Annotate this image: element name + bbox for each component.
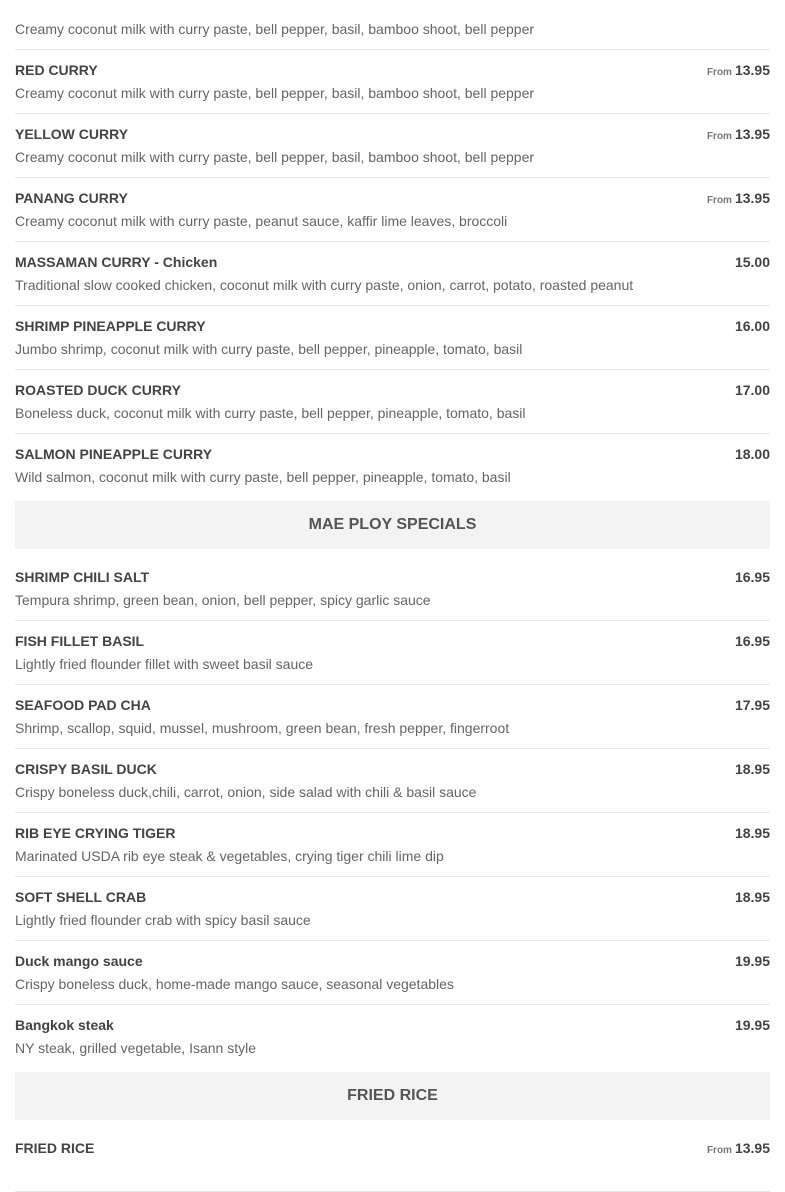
menu-item-price [732,382,770,398]
price-amount: 16.95 [734,569,770,585]
menu-item [15,178,770,242]
price-from-label: From [706,1145,732,1156]
menu-item-name: ROASTED DUCK CURRY [15,382,181,398]
menu-item [15,114,770,178]
menu-item-price [732,254,770,270]
price-amount: 18.00 [734,446,770,462]
menu-item [15,621,770,685]
menu-item [15,50,770,114]
price-amount: 19.95 [734,953,770,969]
menu-item-description: Traditional slow cooked chicken, coconut milk with curry paste, onion, carrot, potato, roasted peanut [15,277,634,293]
menu-item-price [732,889,770,905]
price-amount: 18.95 [734,761,770,777]
menu-item-description: NY steak, grilled vegetable, Isann style [15,1040,256,1056]
menu-item-price [707,1140,770,1156]
price-amount: 18.95 [734,825,770,841]
menu-item-name: PANANG CURRY [15,190,128,206]
menu-item-price [707,126,770,142]
menu-item [15,242,770,306]
price-amount: 18.95 [734,889,770,905]
price-amount: 13.95 [734,126,770,142]
menu-item-name: Duck mango sauce [15,953,143,969]
menu-item [15,306,770,370]
menu-item-price [732,825,770,841]
menu-item-price [732,569,770,585]
menu-item-description: Marinated USDA rib eye steak & vegetables, crying tiger chili lime dip [15,848,444,864]
menu-item-description: Tempura shrimp, green bean, onion, bell pepper, spicy garlic sauce [15,592,431,608]
menu-item-name: Bangkok steak [15,1017,114,1033]
menu-item-name: SHRIMP CHILI SALT [15,569,150,585]
price-amount: 13.95 [734,62,770,78]
price-from-label: From [706,131,732,142]
menu-item-name: SOFT SHELL CRAB [15,889,147,905]
menu-item [15,434,770,497]
menu-item-name: RIB EYE CRYING TIGER [15,825,176,841]
menu-item [15,1128,770,1192]
menu-item-description: Creamy coconut milk with curry paste, bell pepper, basil, bamboo shoot, bell pepper [15,21,535,37]
menu-item [15,877,770,941]
menu-item-description: Shrimp, scallop, squid, mussel, mushroom, green bean, fresh pepper, fingerroot [15,720,510,736]
menu-item-description: Lightly fried flounder crab with spicy basil sauce [15,912,311,928]
menu-item [15,749,770,813]
menu-item-price [732,633,770,649]
price-amount: 13.95 [734,190,770,206]
menu-item-price [732,1017,770,1033]
menu-item-price [732,446,770,462]
menu-item-price [732,761,770,777]
price-from-label: From [706,195,732,206]
menu-item-name: FISH FILLET BASIL [15,633,145,649]
price-amount: 17.95 [734,697,770,713]
price-amount: 16.00 [734,318,770,334]
menu-item [15,370,770,434]
menu-item-price [767,0,770,14]
menu-item-description: Wild salmon, coconut milk with curry paste, bell pepper, pineapple, tomato, basil [15,469,511,485]
menu-item [15,1005,770,1068]
menu-item [15,941,770,1005]
menu-item-name: YELLOW CURRY [15,126,129,142]
menu-item-name: SEAFOOD PAD CHA [15,697,151,713]
menu-item-name: SHRIMP PINEAPPLE CURRY [15,318,206,334]
menu-item-name: MASSAMAN CURRY - Chicken [15,254,218,270]
price-amount: 17.00 [734,382,770,398]
menu-item [15,685,770,749]
price-amount: 15.00 [734,254,770,270]
menu-item-name: SALMON PINEAPPLE CURRY [15,446,213,462]
menu-item-price [732,953,770,969]
section-header: MAE PLOY SPECIALS [15,501,770,549]
menu-item-price [732,697,770,713]
section-header: FRIED RICE [15,1072,770,1120]
menu-item [15,813,770,877]
price-amount: 13.95 [734,1140,770,1156]
menu-item-description: Creamy coconut milk with curry paste, peanut sauce, kaffir lime leaves, broccoli [15,213,508,229]
menu-item-price [707,62,770,78]
menu-item-description: Jumbo shrimp, coconut milk with curry paste, bell pepper, pineapple, tomato, basil [15,341,523,357]
price-amount: 16.95 [734,633,770,649]
menu-item-description: Creamy coconut milk with curry paste, bell pepper, basil, bamboo shoot, bell pepper [15,149,535,165]
menu-item [15,0,770,50]
menu-item-name: FRIED RICE [15,1140,95,1156]
menu-item-price [707,190,770,206]
menu-item-description: Crispy boneless duck,chili, carrot, onion, side salad with chili & basil sauce [15,784,477,800]
menu-item-name: CRISPY BASIL DUCK [15,761,157,777]
menu-item-price [732,318,770,334]
price-amount: 19.95 [734,1017,770,1033]
menu-item-name: RED CURRY [15,62,98,78]
menu-item [15,557,770,621]
menu-list [15,0,770,1192]
menu-item-description: Boneless duck, coconut milk with curry paste, bell pepper, pineapple, tomato, basil [15,405,526,421]
menu-item-description: Crispy boneless duck, home-made mango sauce, seasonal vegetables [15,976,454,992]
menu-item-description: Lightly fried flounder fillet with sweet basil sauce [15,656,314,672]
price-from-label: From [706,67,732,78]
menu-item-description: Creamy coconut milk with curry paste, bell pepper, basil, bamboo shoot, bell pepper [15,85,535,101]
